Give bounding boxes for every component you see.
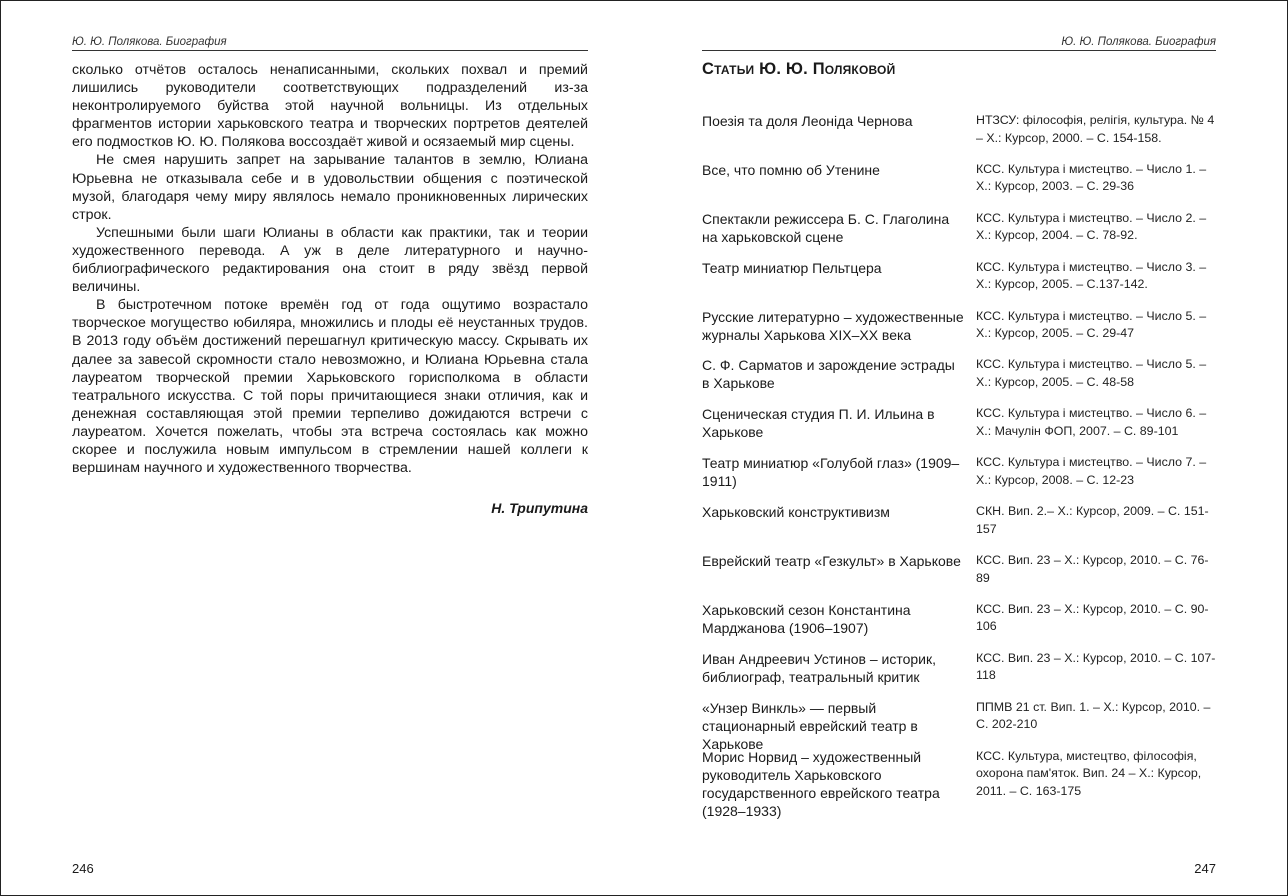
article-reference: КСС. Культура і мистецтво. – Число 7. – Х.: Курсор, 2008. – С. 12-23	[976, 455, 1207, 487]
article-title: С. Ф. Сарматов и зарождение эстрады в Харькове	[702, 357, 955, 392]
left-page	[72, 0, 588, 896]
article-row	[702, 210, 1216, 259]
article-row	[702, 503, 1216, 552]
article-title: Харьковский сезон Константина Марджанова (1906–1907)	[702, 601, 911, 636]
page-number: 246	[72, 861, 94, 876]
articles-list	[702, 112, 1216, 819]
paragraph: Успешными были шаги Юлианы в области как практики, так и теории художественного перевода. А уж в деле литературного и научно-библиографического редактирования она стоит в ряду звёзд первой величины.	[72, 224, 588, 296]
article-title: Все, что помню об Утенине	[702, 161, 880, 178]
article-row	[702, 454, 1216, 503]
article-row	[702, 161, 1216, 210]
article-reference: КСС. Вип. 23 – Х.: Курсор, 2010. – С. 107-118	[976, 650, 1216, 683]
article-reference: КСС. Культура і мистецтво. – Число 2. – Х.: Курсор, 2004. – С. 78-92.	[976, 210, 1207, 243]
article-row	[702, 601, 1216, 650]
article-title: Иван Андреевич Устинов – историк, библиограф, театральный критик	[702, 650, 936, 685]
article-row	[702, 699, 1216, 752]
article-title: Русские литературно – художественные журналы Харькова XIX–XX века	[702, 308, 964, 343]
paragraph: В быстротечном потоке времён год от года ощутимо возрастало творческое могущество юбиляра, множились и плоды её неустанных трудов. В 2013 году объём достижений перешагнул критическую массу. Скрывать их далее за завесой скромности стало невозможно, и Юлиана Юрьевна стала лауреатом творческой премии Харьковского горисполкома в области театрального искусства. С той поры причитающиеся знаки отличия, как и денежная составляющая этой премии терпеливо дожидаются встречи с лауреатом. Хочется пожелать, чтобы эта встреча состоялась как можно скорее и послужила новым импульсом в стремлении нашей коллеги к вершинам научного и художественного творчества.	[72, 297, 588, 477]
article-reference: КСС. Вип. 23 – Х.: Курсор, 2010. – С. 76-89	[976, 553, 1209, 585]
article-title: Сценическая студия П. И. Ильина в Харькове	[702, 406, 935, 441]
body-text	[72, 61, 588, 477]
article-reference: КСС. Культура і мистецтво. – Число 5. – Х.: Курсор, 2005. – С. 29-47	[976, 308, 1207, 341]
paragraph: Не смея нарушить запрет на зарывание талантов в землю, Юлиана Юрьевна не отказывала себе и в удовольствии общения с поэтической музой, благодаря чему миру являлось немало проникновенных лирических строк.	[72, 152, 588, 223]
article-row	[702, 259, 1216, 308]
article-row	[702, 650, 1216, 699]
paragraph: сколько отчётов осталось ненаписанными, скольких похвал и премий лишились руководители соответствующих подразделений из-за неконтролируемого буйства этой научной вольницы. Из отдельных фрагментов истории харьковского театра и творческих портретов деятелей его подмостков Ю. Ю. Полякова воссоздаёт живой и осязаемый мир сцены.	[72, 62, 588, 151]
article-reference: КСС. Культура, мистецтво, філософія, охорона пам'яток. Вип. 24 – Х.: Курсор, 2011. – С. 163-175	[976, 748, 1202, 798]
page-number: 247	[1194, 861, 1216, 876]
article-title: Еврейский театр «Гезкульт» в Харькове	[702, 553, 961, 570]
right-page	[702, 0, 1216, 896]
article-title: Поезія та доля Леоніда Чернова	[702, 113, 913, 129]
article-title: Спектакли режиссера Б. С. Глаголина на харьковской сцене	[702, 210, 950, 245]
article-row	[702, 112, 1216, 161]
article-title: Театр миниатюр «Голубой глаз» (1909–1911)	[702, 455, 960, 490]
article-title: «Унзер Винкль» — первый стационарный еврейский театр в Харькове	[702, 699, 918, 752]
section-title: Статьи Ю. Ю. Поляковой	[702, 60, 896, 78]
article-reference: КСС. Культура і мистецтво. – Число 3. – Х.: Курсор, 2005. – С.137-142.	[976, 259, 1207, 292]
article-row	[702, 308, 1216, 357]
article-title: Харьковский конструктивизм	[702, 504, 890, 521]
article-row	[702, 552, 1216, 601]
signature: Н. Трипутина	[491, 500, 588, 516]
running-head: Ю. Ю. Полякова. Биография	[72, 36, 588, 51]
article-reference: СКН. Вип. 2.– Х.: Курсор, 2009. – С. 151-157	[976, 504, 1209, 536]
article-row	[702, 405, 1216, 454]
article-title: Театр миниатюр Пельтцера	[702, 259, 882, 276]
article-row	[702, 356, 1216, 405]
article-reference: КСС. Культура і мистецтво. – Число 6. – Х.: Мачулін ФОП, 2007. – С. 89-101	[976, 406, 1207, 438]
article-row	[702, 748, 1216, 819]
article-title: Морис Норвид – художественный руководитель Харьковского государственного еврейского театра (1928–1933)	[702, 748, 940, 819]
article-reference: КСС. Культура і мистецтво. – Число 1. – Х.: Курсор, 2003. – С. 29-36	[976, 161, 1207, 194]
article-reference: КСС. Культура і мистецтво. – Число 5. – Х.: Курсор, 2005. – С. 48-58	[976, 357, 1207, 389]
article-reference: ППМВ 21 ст. Вип. 1. – Х.: Курсор, 2010. – С. 202-210	[976, 699, 1211, 732]
article-reference: КСС. Вип. 23 – Х.: Курсор, 2010. – С. 90-106	[976, 601, 1209, 634]
article-reference: НТЗСУ: філософія, релігія, культура. № 4 – Х.: Курсор, 2000. – С. 154-158.	[976, 113, 1215, 145]
running-head: Ю. Ю. Полякова. Биография	[702, 36, 1216, 51]
